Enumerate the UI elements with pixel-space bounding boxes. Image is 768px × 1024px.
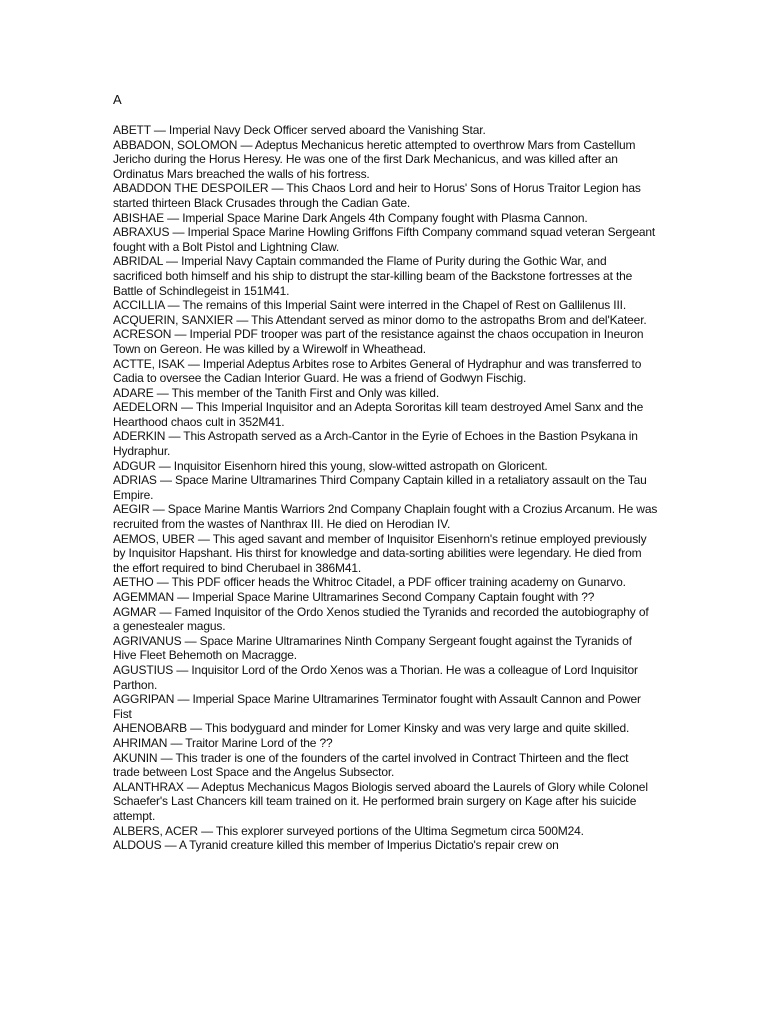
glossary-entry: ALDOUS — A Tyranid creature killed this member of Imperius Dictatio's repair crew on: [113, 838, 559, 853]
glossary-entry: ABBADON, SOLOMON — Adeptus Mechanicus heretic attempted to overthrow Mars from Castellum Jericho during the Horus Heresy. He was one of the first Dark Mechanicus, and was killed after an Ordinatus Mars breached the walls of his fortress.: [113, 137, 636, 181]
glossary-entry: ACCILLIA — The remains of this Imperial Saint were interred in the Chapel of Rest on Gallilenus III.: [113, 298, 627, 313]
glossary-entry: AGUSTIUS — Inquisitor Lord of the Ordo Xenos was a Thorian. He was a colleague of Lord Inquisitor Parthon.: [113, 662, 638, 692]
glossary-entry: AEMOS, UBER — This aged savant and member of Inquisitor Eisenhorn's retinue employed previously by Inquisitor Hapshant. His thirst for knowledge and data-sorting abilities were legendary. He died from the effort required to bind Cherubael in 386M41.: [113, 531, 647, 575]
glossary-entry: AGRIVANUS — Space Marine Ultramarines Ninth Company Sergeant fought against the Tyranids of Hive Fleet Behemoth on Macragge.: [113, 633, 632, 663]
glossary-entry: AHRIMAN — Traitor Marine Lord of the ??: [113, 735, 333, 750]
glossary-entry: AHENOBARB — This bodyguard and minder for Lomer Kinsky and was very large and quite skilled.: [113, 721, 630, 736]
glossary-entry: ABRAXUS — Imperial Space Marine Howling Griffons Fifth Company command squad veteran Sergeant fought with a Bolt Pistol and Lightning Claw.: [113, 225, 656, 254]
glossary-entry: ACQUERIN, SANXIER — This Attendant served as minor domo to the astropaths Brom and del'Kateer.: [113, 312, 647, 327]
glossary-entry: ACRESON — Imperial PDF trooper was part of the resistance against the chaos occupation in Ineuron Town on Gereon. He was killed by a Wirewolf in Wheathead.: [113, 327, 644, 356]
glossary-entry: ABRIDAL — Imperial Navy Captain commanded the Flame of Purity during the Gothic War, and sacrificed both himself and his ship to distrupt the star-killing beam of the Backstone fortresses at the Battle of Schindlegeist in 151M41.: [113, 254, 633, 298]
glossary-entry: ABISHAE — Imperial Space Marine Dark Angels 4th Company fought with Plasma Cannon.: [113, 210, 588, 225]
glossary-entry: ADARE — This member of the Tanith First and Only was killed.: [113, 385, 440, 400]
glossary-entry: ADRIAS — Space Marine Ultramarines Third Company Captain killed in a retaliatory assault on the Tau Empire.: [113, 473, 647, 502]
glossary-entry: ADGUR — Inquisitor Eisenhorn hired this young, slow-witted astropath on Gloricent.: [113, 458, 548, 473]
glossary-entry: AGMAR — Famed Inquisitor of the Ordo Xenos studied the Tyranids and recorded the autobiography of a genestealer magus.: [113, 604, 649, 634]
glossary-entry: ADERKIN — This Astropath served as a Arch-Cantor in the Eyrie of Echoes in the Bastion Psykana in Hydraphur.: [113, 429, 638, 459]
glossary-entry: AETHO — This PDF officer heads the Whitroc Citadel, a PDF officer training academy on Gunarvo.: [113, 575, 626, 590]
glossary-entry: ALBERS, ACER — This explorer surveyed portions of the Ultima Segmetum circa 500M24.: [113, 823, 584, 838]
glossary-entry: AEDELORN — This Imperial Inquisitor and an Adepta Sororitas kill team destroyed Amel Sanx and the Hearthood chaos cult in 352M41.: [113, 400, 644, 429]
glossary-entry: ACTTE, ISAK — Imperial Adeptus Arbites rose to Arbites General of Hydraphur and was transferred to Cadia to oversee the Cadian Interior Guard. He was a friend of Godwyn Fischig.: [113, 356, 642, 386]
glossary-entry: AKUNIN — This trader is one of the founders of the cartel involved in Contract Thirteen and the flect trade between Lost Space and the Angelus Subsector.: [113, 750, 629, 780]
glossary-entry: ALANTHRAX — Adeptus Mechanicus Magos Biologis served aboard the Laurels of Glory while Colonel Schaefer's Last Chancers kill team trained on it. He performed brain surgery on Kage after his suicide attempt.: [113, 779, 648, 823]
glossary-entry: ABETT — Imperial Navy Deck Officer served aboard the Vanishing Star.: [113, 123, 486, 137]
glossary-entry: AGEMMAN — Imperial Space Marine Ultramarines Second Company Captain fought with ??: [113, 590, 595, 604]
glossary-entry: AGGRIPAN — Imperial Space Marine Ultramarines Terminator fought with Assault Cannon and Power Fist: [113, 692, 641, 721]
glossary-entry: AEGIR — Space Marine Mantis Warriors 2nd Company Chaplain fought with a Crozius Arcanum. He was recruited from the wastes of Nanthrax III. He died on Herodian IV.: [113, 502, 658, 532]
glossary-entry: ABADDON THE DESPOILER — This Chaos Lord and heir to Horus' Sons of Horus Traitor Legion has started thirteen Black Crusades through the Cadian Gate.: [113, 181, 641, 210]
glossary-entry-list: [113, 123, 658, 853]
section-letter-heading: A: [113, 92, 122, 107]
